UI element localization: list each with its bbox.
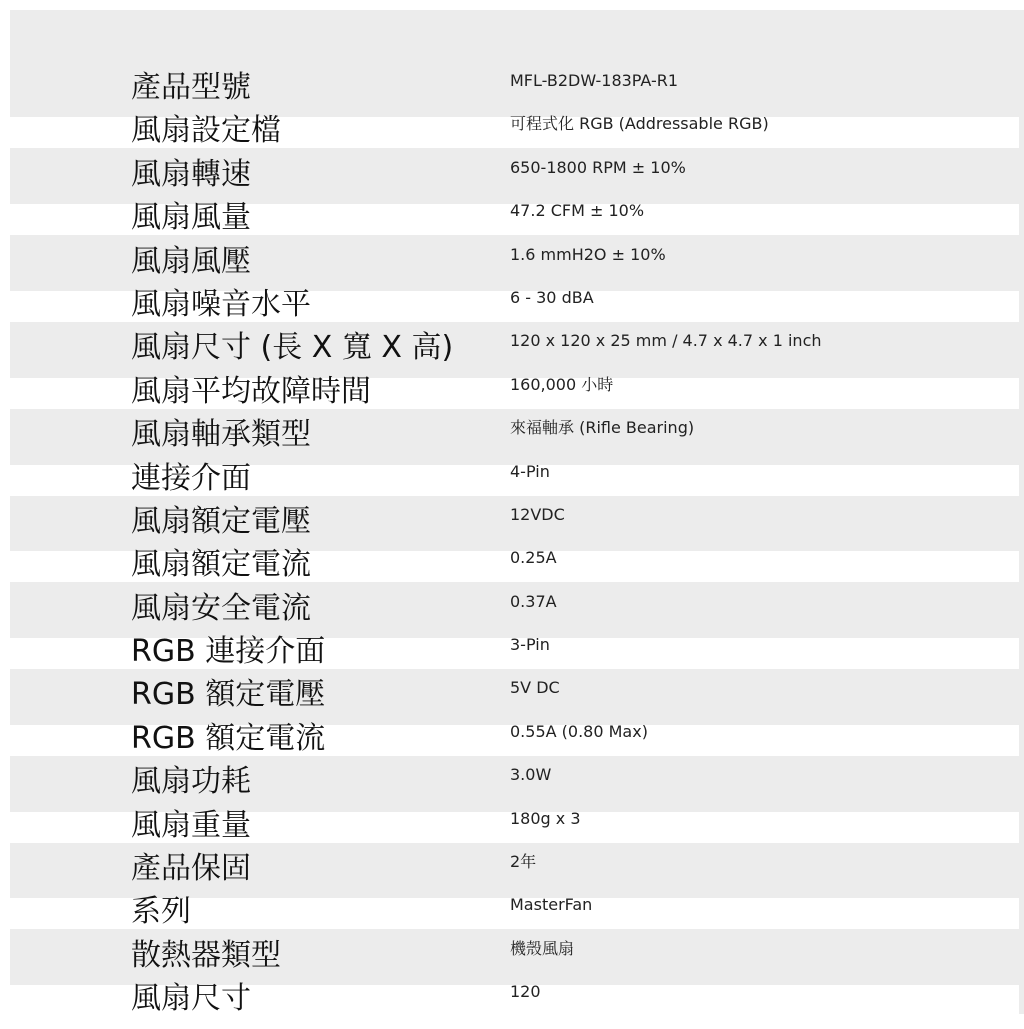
spec-value: 12VDC	[510, 504, 565, 524]
spec-value: 650-1800 RPM ± 10%	[510, 157, 686, 177]
spec-value: 120	[510, 982, 541, 1002]
spec-label: 風扇風壓	[131, 243, 251, 279]
spec-label: 系列	[131, 894, 191, 930]
spec-value: 0.55A (0.80 Max)	[510, 721, 648, 741]
spec-value: 5V DC	[510, 678, 560, 698]
spec-label: 產品保固	[131, 851, 251, 887]
spec-value: 120 x 120 x 25 mm / 4.7 x 4.7 x 1 inch	[510, 331, 822, 351]
spec-value: MasterFan	[510, 895, 593, 915]
spec-label: RGB 額定電流	[131, 720, 326, 756]
spec-value: 0.37A	[510, 591, 557, 611]
spec-label: 風扇重量	[131, 807, 251, 843]
spec-label: 風扇設定檔	[131, 113, 281, 149]
spec-panel	[10, 10, 1024, 1017]
spec-label: 連接介面	[131, 460, 251, 496]
spec-value: 4-Pin	[510, 461, 550, 481]
spec-row-fan-size	[10, 981, 1019, 1028]
spec-label: 風扇噪音水平	[131, 286, 311, 322]
spec-label: 風扇功耗	[131, 764, 251, 800]
spec-label: 風扇風量	[131, 200, 251, 236]
spec-value: 可程式化 RGB (Addressable RGB)	[510, 114, 769, 134]
spec-label: 風扇尺寸 (長 X 寬 X 高)	[131, 330, 454, 366]
spec-value: 2年	[510, 852, 537, 872]
spec-label: 風扇平均故障時間	[131, 373, 371, 409]
spec-label: 風扇安全電流	[131, 590, 311, 626]
spec-value: 3-Pin	[510, 635, 550, 655]
spec-value: 機殼風扇	[510, 938, 575, 958]
spec-value: 1.6 mmH2O ± 10%	[510, 244, 666, 264]
spec-label: 風扇額定電壓	[131, 503, 311, 539]
spec-label: 風扇轉速	[131, 156, 251, 192]
spec-value: 3.0W	[510, 765, 552, 785]
spec-label: 風扇額定電流	[131, 547, 311, 583]
spec-label: RGB 連接介面	[131, 634, 326, 670]
spec-value: 180g x 3	[510, 808, 581, 828]
spec-value: 47.2 CFM ± 10%	[510, 201, 645, 221]
spec-label: 散熱器類型	[131, 937, 281, 973]
spec-value: MFL-B2DW-183PA-R1	[510, 71, 679, 90]
spec-value: 來福軸承 (Rifle Bearing)	[510, 418, 695, 438]
spec-label: 風扇尺寸	[131, 981, 251, 1017]
spec-label: 產品型號	[131, 70, 251, 105]
spec-table	[10, 70, 1019, 1029]
spec-label: RGB 額定電壓	[131, 677, 326, 713]
spec-label: 風扇軸承類型	[131, 417, 311, 453]
spec-value: 6 - 30 dBA	[510, 287, 594, 307]
spec-value: 0.25A	[510, 548, 557, 568]
spec-value: 160,000 小時	[510, 374, 614, 394]
